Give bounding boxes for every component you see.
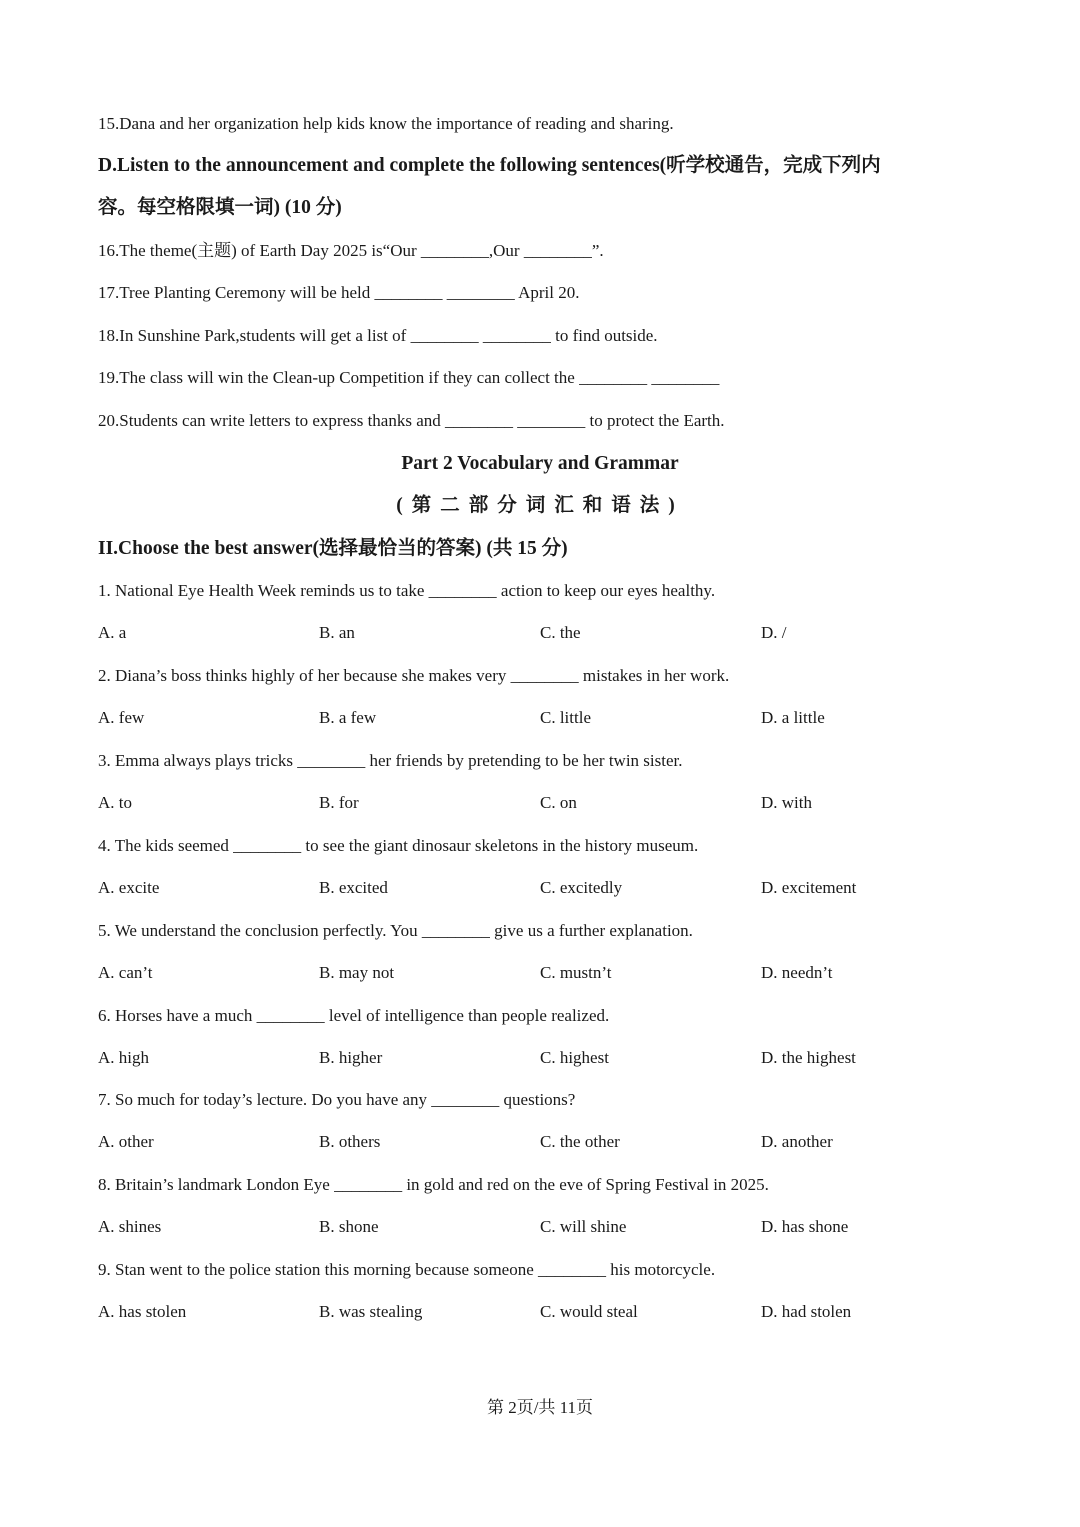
option-c[interactable]: C. will shine [540, 1217, 627, 1236]
question-text: 3. Emma always plays tricks ________ her friends by pretending to be her twin sister. [98, 751, 683, 770]
option-b[interactable]: B. a few [319, 708, 377, 727]
option-c[interactable]: C. highest [540, 1048, 609, 1067]
option-b[interactable]: B. may not [319, 963, 395, 982]
option-a[interactable]: A. few [98, 708, 145, 727]
option-d[interactable]: D. has shone [761, 1217, 849, 1236]
question-20: 20.Students can write letters to express thanks and ________ ________ to protect the Earth. [98, 411, 725, 430]
option-d[interactable]: D. excitement [761, 878, 857, 897]
question-text: 2. Diana’s boss thinks highly of her because she makes very ________ mistakes in her work. [98, 666, 730, 685]
question-text: 9. Stan went to the police station this morning because someone ________ his motorcycle. [98, 1260, 716, 1279]
part2-title: Part 2 Vocabulary and Grammar [401, 453, 679, 474]
option-a[interactable]: A. other [98, 1132, 154, 1151]
question-text: 6. Horses have a much ________ level of intelligence than people realized. [98, 1006, 610, 1025]
question-17: 17.Tree Planting Ceremony will be held ________ ________ April 20. [98, 283, 580, 302]
option-c[interactable]: C. excitedly [540, 878, 623, 897]
option-a[interactable]: A. to [98, 793, 132, 812]
option-d[interactable]: D. needn’t [761, 963, 833, 982]
section-d-title-line2: 容。每空格限填一词) (10 分) [98, 197, 342, 218]
question-19: 19.The class will win the Clean-up Competition if they can collect the ________ ________ [98, 368, 720, 387]
option-c[interactable]: C. mustn’t [540, 963, 612, 982]
option-a[interactable]: A. high [98, 1048, 149, 1067]
question-16: 16.The theme(主题) of Earth Day 2025 is“Our ________,Our ________”. [98, 241, 604, 260]
option-d[interactable]: D. another [761, 1132, 833, 1151]
option-a[interactable]: A. a [98, 623, 127, 642]
question-text: 1. National Eye Health Week reminds us to take ________ action to keep our eyes healthy. [98, 581, 716, 600]
option-d[interactable]: D. / [761, 623, 787, 642]
option-d[interactable]: D. with [761, 793, 812, 812]
option-b[interactable]: B. others [319, 1132, 381, 1151]
section-d-title-line1: D.Listen to the announcement and complete the following sentences(听学校通告，完成下列内 [98, 155, 881, 176]
option-a[interactable]: A. excite [98, 878, 160, 897]
option-a[interactable]: A. shines [98, 1217, 162, 1236]
option-d[interactable]: D. a little [761, 708, 825, 727]
page-number: 第 2页/共 11页 [486, 1398, 594, 1417]
option-c[interactable]: C. on [540, 793, 577, 812]
option-b[interactable]: B. higher [319, 1048, 383, 1067]
question-text: 5. We understand the conclusion perfectly. You ________ give us a further explanation. [98, 921, 693, 940]
option-b[interactable]: B. for [319, 793, 359, 812]
option-d[interactable]: D. the highest [761, 1048, 856, 1067]
question-text: 8. Britain’s landmark London Eye ________ in gold and red on the eve of Spring Festival in 2025. [98, 1175, 769, 1194]
option-b[interactable]: B. excited [319, 878, 388, 897]
option-a[interactable]: A. has stolen [98, 1302, 187, 1321]
option-c[interactable]: C. the [540, 623, 581, 642]
option-b[interactable]: B. was stealing [319, 1302, 423, 1321]
option-c[interactable]: C. would steal [540, 1302, 638, 1321]
part2-subtitle: (第二部分词汇和语法) [396, 495, 684, 516]
option-c[interactable]: C. the other [540, 1132, 620, 1151]
option-b[interactable]: B. shone [319, 1217, 379, 1236]
question-18: 18.In Sunshine Park,students will get a list of ________ ________ to find outside. [98, 326, 658, 345]
option-d[interactable]: D. had stolen [761, 1302, 852, 1321]
option-b[interactable]: B. an [319, 623, 355, 642]
section-ii-title: II.Choose the best answer(选择最恰当的答案) (共 15 分) [98, 538, 568, 559]
question-text: 7. So much for today’s lecture. Do you have any ________ questions? [98, 1090, 576, 1109]
question-text: 4. The kids seemed ________ to see the giant dinosaur skeletons in the history museum. [98, 836, 699, 855]
question-15: 15.Dana and her organization help kids know the importance of reading and sharing. [98, 114, 674, 133]
option-c[interactable]: C. little [540, 708, 591, 727]
option-a[interactable]: A. can’t [98, 963, 153, 982]
